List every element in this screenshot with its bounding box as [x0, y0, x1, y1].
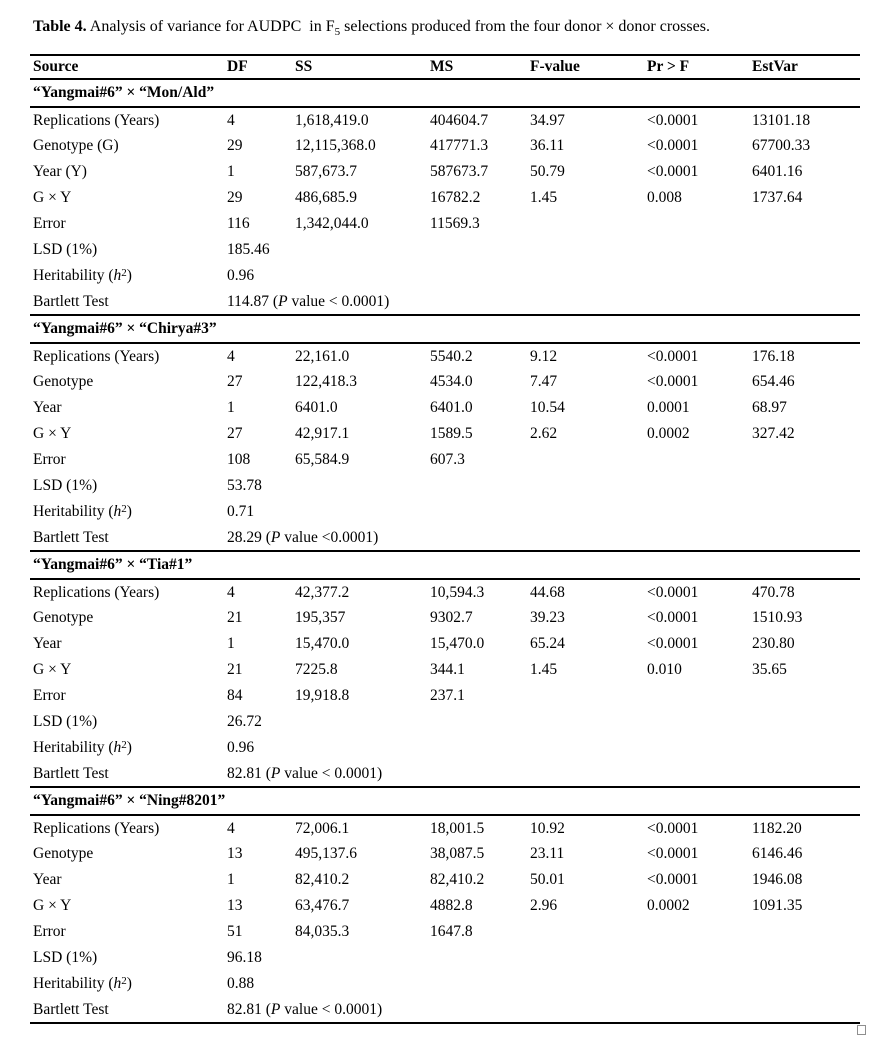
value-cell: 15,470.0: [430, 635, 485, 652]
value-cell: 16782.2: [430, 189, 481, 206]
value-cell: 21: [227, 609, 243, 626]
row-label: [30, 971, 227, 997]
anova-data-row: [30, 369, 860, 395]
value-cell: <0.0001: [647, 635, 699, 652]
col-header-prf: Pr > F: [647, 55, 752, 79]
row-label: [30, 499, 227, 525]
source-cell: Genotype (G): [33, 137, 119, 154]
bartlett-value: [227, 289, 860, 315]
section-header-row: [30, 551, 860, 579]
value-cell: 39.23: [530, 609, 565, 626]
bartlett-value: [227, 761, 860, 787]
col-header-estvar: EstVar: [752, 55, 860, 79]
label-text-tail: ): [126, 267, 132, 284]
value-cell: 607.3: [430, 451, 465, 468]
value-cell: 2.62: [530, 425, 558, 442]
value-italic-p: P: [270, 528, 281, 546]
value-cell: 1: [227, 635, 235, 652]
label-text-tail: ): [126, 739, 132, 756]
value-cell: 84,035.3: [295, 923, 350, 940]
value-cell: 10.92: [530, 819, 565, 837]
end-of-table-square-icon: [857, 1025, 866, 1035]
value-cell: 18,001.5: [430, 819, 485, 837]
value-cell: 108: [227, 451, 251, 468]
value-italic-p: P: [278, 292, 288, 310]
section-title: “Yangmai#6” × “Tia#1”: [30, 551, 860, 579]
source-cell: Year: [33, 871, 62, 888]
value-cell: 4: [227, 819, 235, 837]
value-cell: [647, 919, 752, 945]
value-cell: [752, 211, 860, 237]
label-text-tail: ): [126, 503, 132, 520]
lsd-value: 53.78: [227, 477, 262, 494]
value-text: 82.81 (: [227, 1000, 271, 1018]
value-italic-p: P: [270, 764, 281, 782]
heritability-value: 0.88: [227, 975, 255, 992]
bartlett-value: [227, 525, 860, 551]
value-cell: 9302.7: [430, 609, 473, 626]
value-cell: 495,137.6: [295, 845, 357, 862]
anova-data-row: [30, 395, 860, 421]
value-cell: 344.1: [430, 661, 465, 678]
value-cell: 1589.5: [430, 425, 473, 442]
value-cell: 67700.33: [752, 137, 811, 154]
section-title: “Yangmai#6” × “Ning#8201”: [30, 787, 860, 815]
value-cell: 82,410.2: [430, 871, 485, 888]
anova-data-row: [30, 815, 860, 841]
anova-table: [30, 54, 860, 1024]
value-cell: 0.0002: [647, 897, 690, 914]
value-cell: 34.97: [530, 111, 565, 129]
row-label: LSD (1%): [33, 241, 98, 258]
value-cell: <0.0001: [647, 163, 699, 180]
value-cell: <0.0001: [647, 583, 699, 601]
label-text-tail: ): [126, 975, 132, 992]
heritability-row: [30, 735, 860, 761]
value-cell: <0.0001: [647, 871, 699, 888]
value-cell: <0.0001: [647, 137, 699, 154]
value-cell: 4534.0: [430, 373, 473, 390]
source-cell: Error: [33, 451, 66, 468]
value-cell: 0.010: [647, 661, 682, 678]
row-label: Bartlett Test: [30, 289, 227, 315]
col-header-source: Source: [30, 55, 227, 79]
heritability-value: 0.96: [227, 739, 255, 756]
value-cell: 11569.3: [430, 215, 480, 232]
source-cell: Genotype: [33, 609, 94, 626]
value-cell: 1: [227, 163, 235, 180]
anova-data-row: [30, 631, 860, 657]
label-text: Heritability (: [33, 503, 114, 520]
value-cell: 12,115,368.0: [295, 137, 376, 154]
value-cell: 1946.08: [752, 871, 803, 888]
label-italic-h: h: [113, 503, 122, 520]
value-cell: 9.12: [530, 347, 558, 365]
value-cell: 6401.16: [752, 163, 803, 180]
source-cell: Genotype: [33, 373, 94, 390]
bartlett-row: [30, 761, 860, 787]
value-cell: 4: [227, 583, 235, 601]
value-cell: 0.008: [647, 189, 682, 206]
source-cell: Year (Y): [33, 163, 87, 180]
col-header-fvalue: F-value: [530, 55, 647, 79]
row-label: LSD (1%): [33, 713, 98, 730]
label-italic-h: h: [113, 975, 122, 992]
value-cell: 65.24: [530, 635, 565, 652]
label-superscript: 2: [121, 975, 127, 987]
anova-data-row: [30, 841, 860, 867]
value-cell: 470.78: [752, 583, 795, 601]
caption-text-tail: selections produced from the four donor × donor crosses.: [340, 18, 710, 35]
source-cell: Replications (Years): [33, 347, 160, 365]
col-header-ms: MS: [430, 55, 530, 79]
bartlett-row: [30, 997, 860, 1023]
row-label: Bartlett Test: [30, 525, 227, 551]
value-cell: 27: [227, 425, 243, 442]
value-cell: <0.0001: [647, 373, 699, 390]
value-cell: 13101.18: [752, 111, 811, 129]
label-italic-h: h: [113, 739, 122, 756]
value-cell: 5540.2: [430, 347, 473, 365]
value-cell: 10,594.3: [430, 583, 485, 601]
anova-data-row: [30, 683, 860, 709]
value-cell: 15,470.0: [295, 635, 350, 652]
section-header-row: [30, 787, 860, 815]
value-cell: 72,006.1: [295, 819, 350, 837]
value-cell: 82,410.2: [295, 871, 350, 888]
value-cell: 176.18: [752, 347, 795, 365]
value-text: 114.87 (: [227, 292, 279, 310]
value-cell: [752, 683, 860, 709]
lsd-row: [30, 473, 860, 499]
value-cell: 38,087.5: [430, 845, 485, 862]
lsd-row: [30, 237, 860, 263]
row-label: [30, 735, 227, 761]
value-cell: 84: [227, 687, 243, 704]
value-cell: [647, 447, 752, 473]
value-text: 28.29 (: [227, 528, 271, 546]
value-cell: [530, 919, 647, 945]
value-cell: 68.97: [752, 399, 787, 416]
value-cell: 230.80: [752, 635, 795, 652]
heritability-value: 0.71: [227, 503, 255, 520]
section-title: “Yangmai#6” × “Mon/Ald”: [30, 79, 860, 107]
row-label: Bartlett Test: [30, 761, 227, 787]
col-header-df: DF: [227, 55, 295, 79]
value-cell: <0.0001: [647, 111, 699, 129]
value-cell: 27: [227, 373, 243, 390]
value-cell: 22,161.0: [295, 347, 350, 365]
value-cell: 21: [227, 661, 243, 678]
source-cell: Replications (Years): [33, 583, 160, 601]
value-cell: 1,618,419.0: [295, 111, 369, 129]
value-cell: 237.1: [430, 687, 465, 704]
bartlett-value: [227, 997, 860, 1023]
lsd-value: 26.72: [227, 713, 262, 730]
value-cell: 23.11: [530, 845, 565, 862]
value-cell: [647, 683, 752, 709]
value-cell: 1182.20: [752, 819, 802, 837]
value-cell: 122,418.3: [295, 373, 357, 390]
value-cell: 29: [227, 189, 243, 206]
lsd-value: 96.18: [227, 949, 262, 966]
value-cell: 44.68: [530, 583, 565, 601]
value-cell: 1737.64: [752, 189, 803, 206]
label-superscript: 2: [121, 739, 127, 751]
col-header-ss: SS: [295, 55, 430, 79]
caption-text: Analysis of variance for AUDPC in F: [86, 18, 335, 35]
value-cell: [752, 919, 860, 945]
source-cell: G × Y: [33, 661, 72, 678]
source-cell: Replications (Years): [33, 819, 160, 837]
value-cell: [530, 683, 647, 709]
heritability-row: [30, 499, 860, 525]
anova-data-row: [30, 919, 860, 945]
value-text-tail: value <0.0001): [280, 528, 379, 546]
lsd-value: 185.46: [227, 241, 270, 258]
value-cell: 7.47: [530, 373, 558, 390]
value-cell: 10.54: [530, 399, 565, 416]
value-cell: [530, 447, 647, 473]
value-cell: 417771.3: [430, 137, 489, 154]
anova-data-row: [30, 107, 860, 133]
value-cell: [752, 447, 860, 473]
anova-data-row: [30, 421, 860, 447]
value-text-tail: value < 0.0001): [287, 292, 390, 310]
source-cell: Replications (Years): [33, 111, 160, 129]
lsd-row: [30, 945, 860, 971]
bartlett-row: [30, 525, 860, 551]
anova-data-row: [30, 447, 860, 473]
source-cell: G × Y: [33, 425, 72, 442]
value-cell: 6401.0: [430, 399, 473, 416]
value-cell: 63,476.7: [295, 897, 350, 914]
row-label: Bartlett Test: [30, 997, 227, 1023]
value-cell: 13: [227, 897, 243, 914]
value-cell: 327.42: [752, 425, 795, 442]
label-text: Heritability (: [33, 975, 114, 992]
value-cell: 65,584.9: [295, 451, 350, 468]
value-cell: 51: [227, 923, 243, 940]
value-cell: 1510.93: [752, 609, 803, 626]
source-cell: G × Y: [33, 897, 72, 914]
source-cell: Error: [33, 215, 66, 232]
source-cell: Error: [33, 923, 66, 940]
heritability-row: [30, 263, 860, 289]
value-cell: 1,342,044.0: [295, 215, 369, 232]
value-cell: 587,673.7: [295, 163, 357, 180]
header-row: [30, 55, 860, 79]
row-label: LSD (1%): [33, 477, 98, 494]
value-cell: 42,377.2: [295, 583, 350, 601]
value-cell: 50.79: [530, 163, 565, 180]
value-cell: 116: [227, 215, 250, 232]
anova-data-row: [30, 605, 860, 631]
value-cell: 4: [227, 347, 235, 365]
anova-data-row: [30, 893, 860, 919]
source-cell: G × Y: [33, 189, 72, 206]
heritability-row: [30, 971, 860, 997]
label-italic-h: h: [113, 267, 122, 284]
label-text: Heritability (: [33, 739, 114, 756]
source-cell: Year: [33, 635, 62, 652]
label-superscript: 2: [121, 267, 127, 279]
value-cell: <0.0001: [647, 347, 699, 365]
anova-data-row: [30, 343, 860, 369]
row-label: LSD (1%): [33, 949, 98, 966]
anova-data-row: [30, 579, 860, 605]
section-header-row: [30, 79, 860, 107]
value-cell: 19,918.8: [295, 687, 350, 704]
value-cell: 1647.8: [430, 923, 473, 940]
value-cell: 6401.0: [295, 399, 338, 416]
value-text-tail: value < 0.0001): [280, 764, 383, 782]
anova-table-body: [30, 79, 860, 1023]
source-cell: Year: [33, 399, 62, 416]
value-cell: 486,685.9: [295, 189, 357, 206]
value-cell: 4882.8: [430, 897, 473, 914]
label-text: Heritability (: [33, 267, 114, 284]
value-cell: 2.96: [530, 897, 558, 914]
anova-data-row: [30, 657, 860, 683]
anova-data-row: [30, 211, 860, 237]
value-cell: 42,917.1: [295, 425, 350, 442]
value-cell: 29: [227, 137, 243, 154]
table-caption: [33, 16, 889, 37]
anova-data-row: [30, 185, 860, 211]
value-cell: 1.45: [530, 661, 558, 678]
value-cell: 7225.8: [295, 661, 338, 678]
value-cell: 404604.7: [430, 111, 489, 129]
value-cell: 587673.7: [430, 163, 489, 180]
value-cell: [530, 211, 647, 237]
value-cell: <0.0001: [647, 845, 699, 862]
value-cell: 35.65: [752, 661, 787, 678]
value-cell: 1: [227, 399, 235, 416]
label-superscript: 2: [121, 503, 127, 515]
row-label: [30, 263, 227, 289]
value-cell: 50.01: [530, 871, 565, 888]
bartlett-row: [30, 289, 860, 315]
lsd-row: [30, 709, 860, 735]
section-header-row: [30, 315, 860, 343]
value-cell: [647, 211, 752, 237]
value-cell: 195,357: [295, 609, 346, 626]
value-text-tail: value < 0.0001): [280, 1000, 383, 1018]
value-cell: 6146.46: [752, 845, 803, 862]
anova-data-row: [30, 159, 860, 185]
value-cell: 13: [227, 845, 243, 862]
value-cell: 0.0001: [647, 399, 690, 416]
value-cell: 1.45: [530, 189, 558, 206]
value-cell: 4: [227, 111, 235, 129]
value-cell: 36.11: [530, 137, 565, 154]
value-text: 82.81 (: [227, 764, 271, 782]
value-cell: <0.0001: [647, 819, 699, 837]
source-cell: Error: [33, 687, 66, 704]
anova-data-row: [30, 133, 860, 159]
value-cell: <0.0001: [647, 609, 699, 626]
source-cell: Genotype: [33, 845, 94, 862]
value-cell: 1: [227, 871, 235, 888]
value-cell: 0.0002: [647, 425, 690, 442]
value-cell: 654.46: [752, 373, 795, 390]
section-title: “Yangmai#6” × “Chirya#3”: [30, 315, 860, 343]
value-italic-p: P: [270, 1000, 281, 1018]
caption-label: Table 4.: [33, 18, 87, 35]
value-cell: 1091.35: [752, 897, 803, 914]
caption-subscript: 5: [334, 26, 341, 39]
heritability-value: 0.96: [227, 267, 255, 284]
anova-data-row: [30, 867, 860, 893]
